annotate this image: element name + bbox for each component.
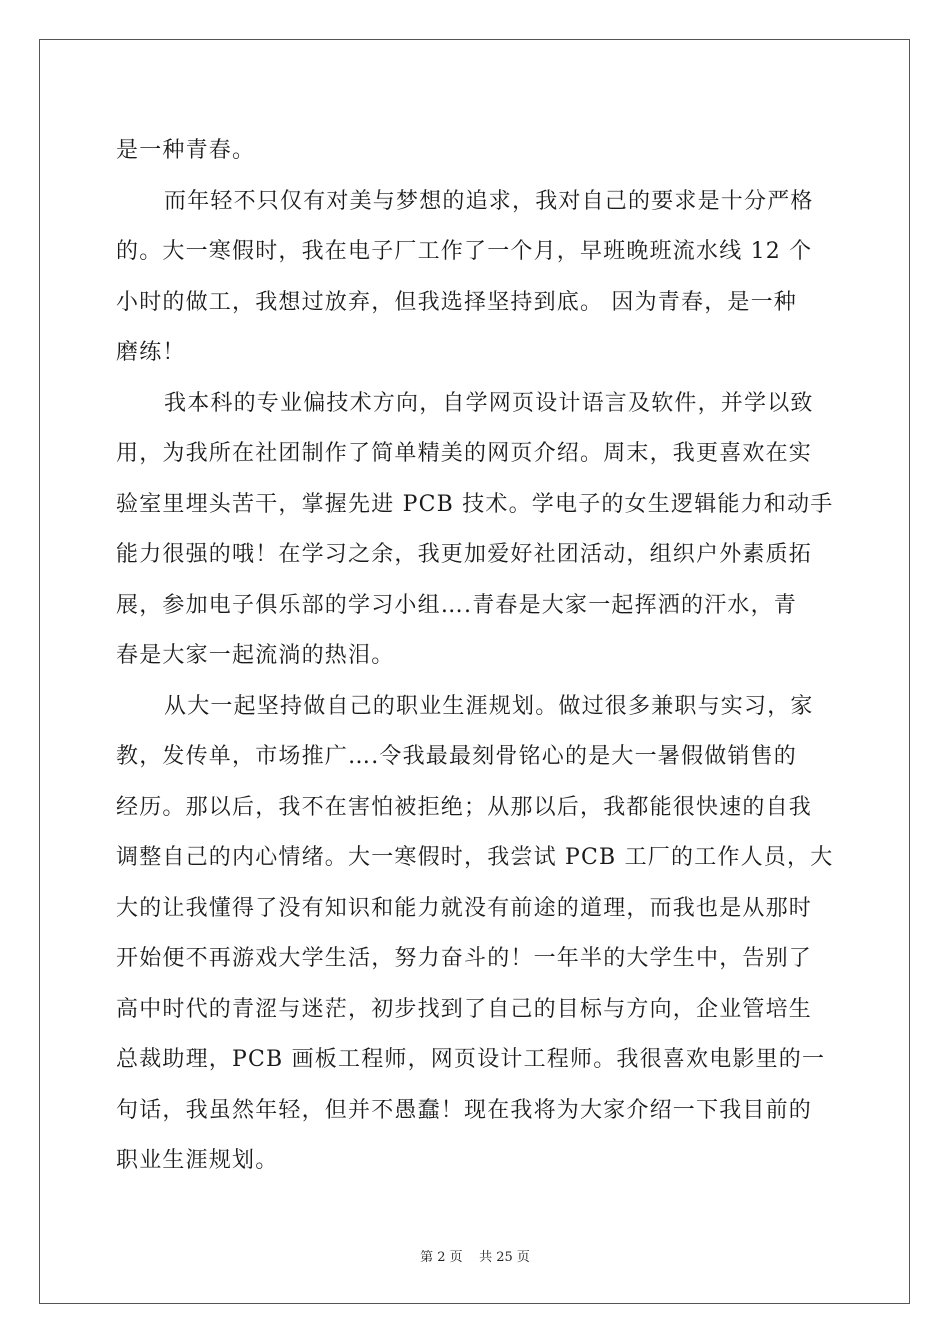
text-line: 而年轻不只仅有对美与梦想的追求，我对自己的要求是十分严格 xyxy=(164,188,814,214)
text-line: 开始便不再游戏大学生活，努力奋斗的！一年半的大学生中，告别了 xyxy=(116,946,813,971)
page-number-footer: 第 2 页 共 25 页 xyxy=(420,1250,530,1265)
text-line: 我本科的专业偏技术方向，自学网页设计语言及软件，并学以致 xyxy=(164,390,814,416)
text-line: 能力很强的哦！在学习之余，我更加爱好社团活动，组织户外素质拓 xyxy=(116,542,813,567)
text-line: 春是大家一起流淌的热泪。 xyxy=(116,643,395,668)
text-line: 经历。那以后，我不在害怕被拒绝；从那以后，我都能很快速的自我 xyxy=(116,794,813,820)
text-line: 职业生涯规划。 xyxy=(116,1148,279,1173)
text-line: 用，为我所在社团制作了简单精美的网页介绍。周末，我更喜欢在实 xyxy=(116,441,813,466)
text-line: 教，发传单，市场推广….令我最最刻骨铭心的是大一暑假做销售的 xyxy=(116,744,797,769)
text-line: 高中时代的青涩与迷茫，初步找到了自己的目标与方向，企业管培生 xyxy=(116,996,813,1022)
text-line: 磨练！ xyxy=(116,340,186,365)
document-body xyxy=(116,126,834,1187)
text-line: 的。大一寒假时，我在电子厂工作了一个月，早班晚班流水线 12 个 xyxy=(116,239,813,264)
text-line: 验室里埋头苦干，掌握先进 PCB 技术。学电子的女生逻辑能力和动手 xyxy=(116,491,834,517)
text-line: 总裁助理，PCB 画板工程师，网页设计工程师。我很喜欢电影里的一 xyxy=(116,1047,826,1072)
text-line: 大的让我懂得了没有知识和能力就没有前途的道理，而我也是从那时 xyxy=(116,895,813,921)
text-line: 小时的做工，我想过放弃，但我选择坚持到底。 因为青春，是一种 xyxy=(116,289,797,315)
text-line: 是一种青春。 xyxy=(116,138,256,163)
text-line: 句话，我虽然年轻，但并不愚蠢！现在我将为大家介绍一下我目前的 xyxy=(116,1097,813,1123)
text-line: 展，参加电子俱乐部的学习小组….青春是大家一起挥洒的汗水，青 xyxy=(116,592,797,618)
text-line: 调整自己的内心情绪。大一寒假时，我尝试 PCB 工厂的工作人员，大 xyxy=(116,845,834,870)
text-line: 从大一起坚持做自己的职业生涯规划。做过很多兼职与实习，家 xyxy=(164,693,814,719)
